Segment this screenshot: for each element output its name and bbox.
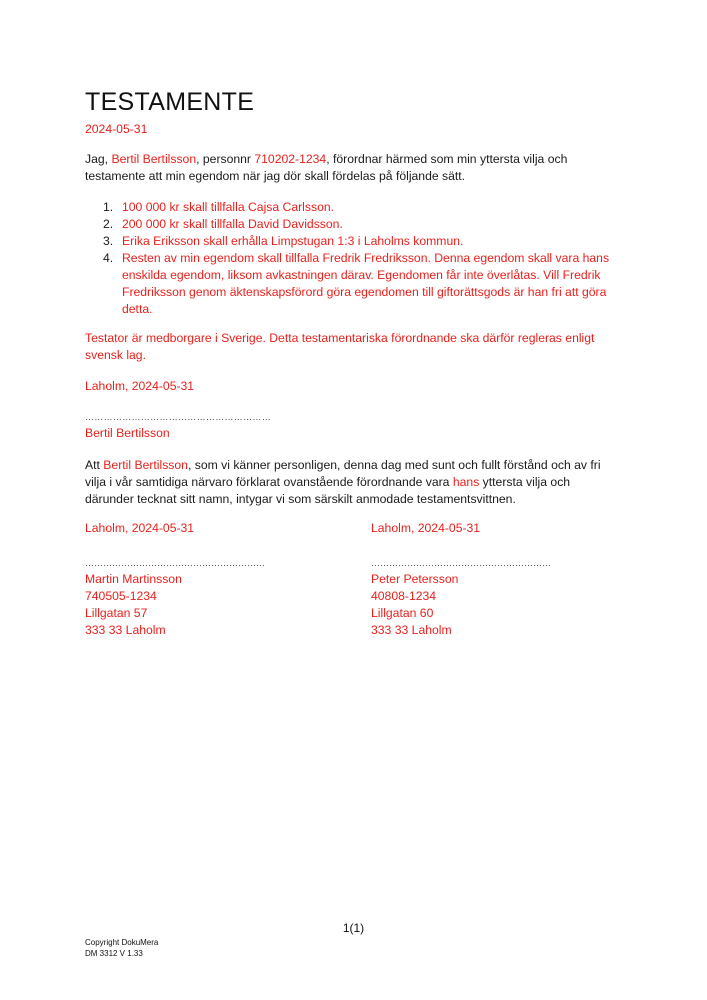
footer-copyright: Copyright DokuMera xyxy=(85,938,159,947)
witness-signature-line: …………………………………………………… xyxy=(85,558,265,568)
witness-block-2 xyxy=(371,520,611,639)
witness-attestation xyxy=(85,457,620,508)
bequest-item-2 xyxy=(85,216,620,233)
bequest-number: 3. xyxy=(103,234,114,248)
witness-personnr: 40808-1234 xyxy=(371,589,437,603)
bequest-item-3 xyxy=(85,233,620,250)
witness-text-3: yttersta vilja och därunder tecknat sitt namn, intygar vi som särskilt anmodade testamentsvittnen. xyxy=(85,475,571,506)
testator-name-field: Bertil Bertilsson xyxy=(111,152,197,166)
witness-block-1 xyxy=(85,520,325,639)
bequest-number: 1. xyxy=(103,200,114,214)
witness-text-1: Att xyxy=(85,458,104,472)
footer xyxy=(85,937,158,959)
document-title: TESTAMENTE xyxy=(85,88,255,116)
personnr-field: 710202-1234 xyxy=(254,152,327,166)
footer-code: DM 3312 V 1.33 xyxy=(85,949,143,958)
testator-signature-line: …………………………………………………… xyxy=(85,412,271,422)
page-number: 1(1) xyxy=(342,921,365,935)
witness-street: Lillgatan 60 xyxy=(371,606,434,620)
witness-street: Lillgatan 57 xyxy=(85,606,148,620)
witness-postal: 333 33 Laholm xyxy=(371,623,452,637)
bequest-list xyxy=(85,199,620,318)
intro-text-1: Jag, xyxy=(85,152,112,166)
intro-text-2: , personnr xyxy=(196,152,255,166)
intro-text-3: , förordnar härmed som min yttersta vilja och testamente att min egendom när jag dör skall fördelas på följande sätt. xyxy=(85,152,568,183)
witness-personnr: 740505-1234 xyxy=(85,589,157,603)
intro-paragraph xyxy=(85,151,620,185)
witness-pronoun: hans xyxy=(452,475,480,489)
bequest-text: 100 000 kr skall tillfalla Cajsa Carlsson. xyxy=(122,200,335,214)
bequest-text: Erika Eriksson skall erhålla Limpstugan 1:3 i Laholms kommun. xyxy=(122,234,464,248)
witness-place-date: Laholm, 2024-05-31 xyxy=(85,521,195,535)
testator-printed-name: Bertil Bertilsson xyxy=(85,426,170,440)
document-date: 2024-05-31 xyxy=(85,122,148,136)
bequest-text: 200 000 kr skall tillfalla David Davidsson. xyxy=(122,217,343,231)
witness-testator-name: Bertil Bertilsson xyxy=(103,458,188,472)
bequest-number: 2. xyxy=(103,217,114,231)
bequest-text: Resten av min egendom skall tillfalla Fredrik Fredriksson. Denna egendom skall vara hans enskilda egendom, liksom avkastningen därav. Egendomen får inte överlåtas. Vill Fredrik Fredriksson genom äktenskapsförord göra egendomen till giftorättsgods är han fri att göra detta. xyxy=(122,251,610,316)
witness-name: Peter Petersson xyxy=(371,572,459,586)
bequest-number: 4. xyxy=(103,251,114,265)
testator-place-date: Laholm, 2024-05-31 xyxy=(85,379,195,393)
bequest-item-1 xyxy=(85,199,620,216)
bequest-item-4 xyxy=(85,250,620,318)
witness-place-date: Laholm, 2024-05-31 xyxy=(371,521,481,535)
witness-signature-line: …………………………………………………… xyxy=(371,558,551,568)
citizenship-paragraph: Testator är medborgare i Sverige. Detta testamentariska förordnande ska därför regleras enligt svensk lag. xyxy=(85,331,595,362)
witness-text-2: , som vi känner personligen, denna dag med sunt och fullt förstånd och av fri vilja i vår samtidiga närvaro förklarat ovanstående förordnande vara xyxy=(85,458,601,489)
witness-name: Martin Martinsson xyxy=(85,572,182,586)
witness-postal: 333 33 Laholm xyxy=(85,623,166,637)
